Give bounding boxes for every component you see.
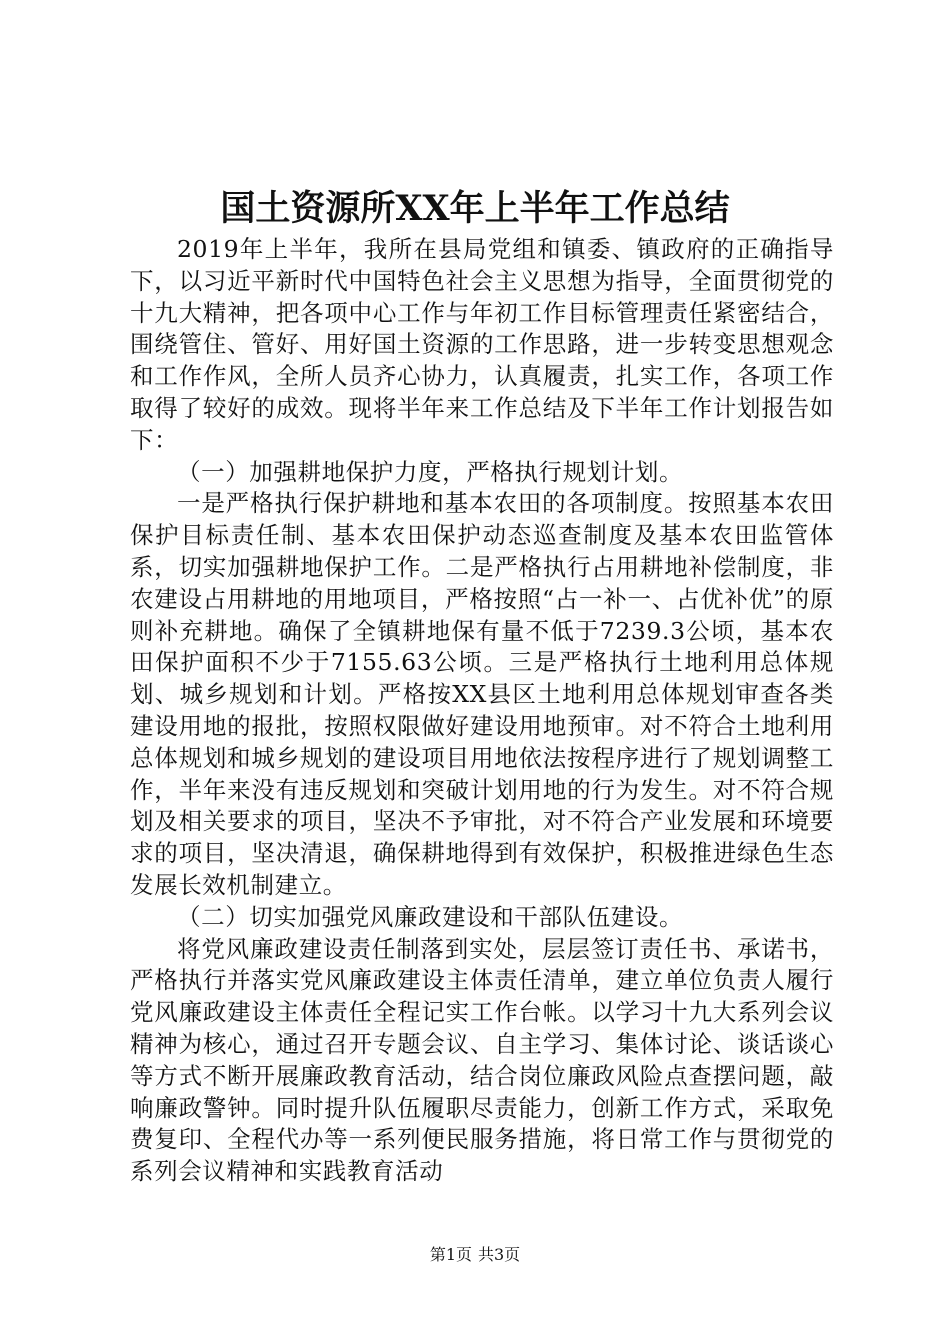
- page-number: 第1页: [429, 1245, 472, 1264]
- section-paragraph-1: 一是严格执行保护耕地和基本农田的各项制度。按照基本农田保护目标责任制、基本农田保护动态巡查制度及基本农田监管体系，切实加强耕地保护工作。二是严格执行占用耕地补偿制度，非农建设占用耕地的用地项目，严格按照“占一补一、占优补优”的原则补充耕地。确保了全镇耕地保有量不低于7239.3公顷，基本农田保护面积不少于7155.63公顷。三是严格执行土地利用总体规划、城乡规划和计划。严格按XX县区土地利用总体规划审查各类建设用地的报批，按照权限做好建设用地预审。对不符合土地利用总体规划和城乡规划的建设项目用地依法按程序进行了规划调整工作，半年来没有违反规划和突破计划用地的行为发生。对不符合规划及相关要求的项目，坚决不予审批，对不符合产业发展和环境要求的项目，坚决清退，确保耕地得到有效保护，积极推进绿色生态发展长效机制建立。: [130, 489, 834, 899]
- page-footer: [0, 1244, 950, 1266]
- section-heading-1: （一）加强耕地保护力度，严格执行规划计划。: [177, 457, 684, 486]
- section-paragraph-2: 将党风廉政建设责任制落到实处，层层签订责任书、承诺书，严格执行并落实党风廉政建设主体责任清单，建立单位负责人履行党风廉政建设主体责任全程记实工作台帐。以学习十九大系列会议精神为核心，通过召开专题会议、自主学习、集体讨论、谈话谈心等方式不断开展廉政教育活动，结合岗位廉政风险点查摆问题，敲响廉政警钟。同时提升队伍履职尽责能力，创新工作方式，采取免费复印、全程代办等一系列便民服务措施，将日常工作与贯彻党的系列会议精神和实践教育活动: [130, 934, 834, 1186]
- document-body: [130, 234, 834, 1188]
- intro-paragraph: 2019年上半年，我所在县局党组和镇委、镇政府的正确指导下，以习近平新时代中国特色社会主义思想为指导，全面贯彻党的十九大精神，把各项中心工作与年初工作目标管理责任紧密结合，围绕管住、管好、用好国土资源的工作思路，进一步转变思想观念和工作作风，全所人员齐心协力，认真履责，扎实工作，各项工作取得了较好的成效。现将半年来工作总结及下半年工作计划报告如下：: [130, 235, 834, 454]
- document-title: 国土资源所XX年上半年工作总结: [220, 188, 730, 229]
- section-heading-2: （二）切实加强党风廉政建设和干部队伍建设。: [177, 902, 684, 931]
- page-total: 共3页: [478, 1245, 521, 1264]
